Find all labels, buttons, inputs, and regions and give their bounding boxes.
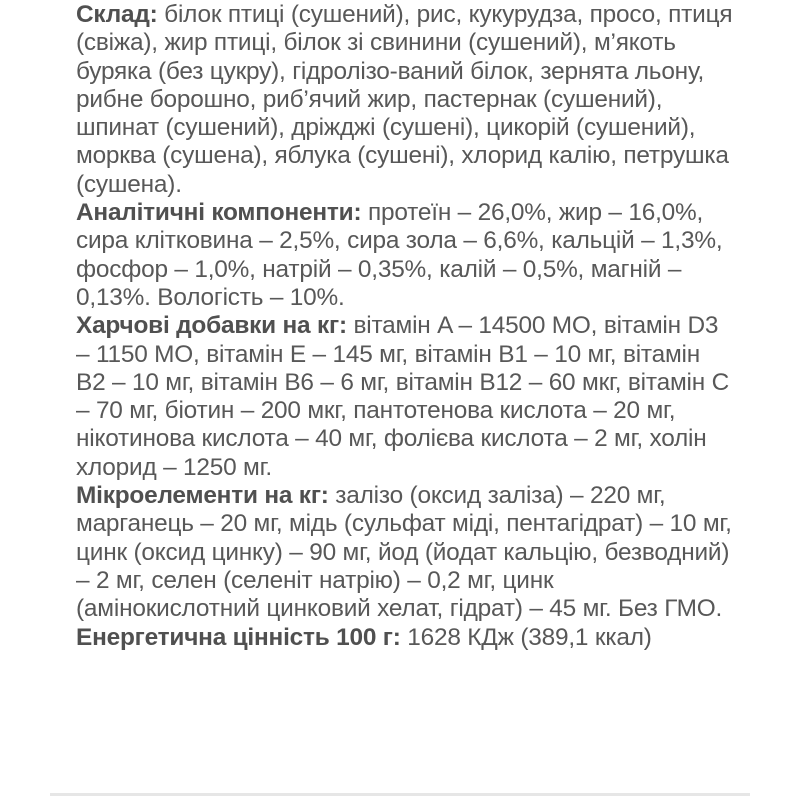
energy-text: 1628 КДж (389,1 ккал) xyxy=(400,623,652,651)
additives-paragraph xyxy=(76,312,736,482)
product-label-text xyxy=(76,1,736,652)
energy-heading: Енергетична цінність 100 г: xyxy=(76,623,401,651)
additives-text: вітамін A – 14500 МО, вітамін D3 – 1150 МО, вітамін E – 145 мг, вітамін B1 – 10 мг, вітамін B2 – 10 мг, вітамін B6 – 6 мг, вітамін B12 – 60 мкг, вітамін C – 70 мг, біотин – 200 мкг, пантотенова кислота – 20 мг, нікотинова кислота – 40 мг, фолієва кислота – 2 мг, холін хлорид – 1250 мг. xyxy=(76,312,729,481)
analytical-text: протеїн – 26,0%, жир – 16,0%, сира клітковина – 2,5%, сира зола – 6,6%, кальцій – 1,3%, фосфор – 1,0%, натрій – 0,35%, калій – 0,5%, магній – 0,13%. Вологість – 10%. xyxy=(76,199,723,311)
energy-paragraph xyxy=(76,624,736,652)
analytical-heading: Аналітичні компоненти: xyxy=(76,199,362,227)
composition-paragraph xyxy=(76,1,736,199)
bottom-divider xyxy=(50,793,750,796)
analytical-paragraph xyxy=(76,199,736,312)
microelements-heading: Мікроелементи на кг: xyxy=(76,482,329,510)
composition-text: білок птиці (сушений), рис, кукурудза, просо, птиця (свіжа), жир птиці, білок зі свинини (сушений), м’якоть буряка (без цукру), гідролізо-ваний білок, зернята льону, рибне борошно, риб’ячий жир, пастернак (сушений), шпинат (сушений), дріжджі (сушені), цикорій (сушений), морква (сушена), яблука (сушені), хлорид калію, петрушка (сушена). xyxy=(76,1,733,198)
microelements-text: залізо (оксид заліза) – 220 мг, марганець – 20 мг, мідь (сульфат міді, пентагідрат) – 10 мг, цинк (оксид цинку) – 90 мг, йод (йодат кальцію, безводний) – 2 мг, селен (селеніт натрію) – 0,2 мг, цинк (амінокислотний цинковий хелат, гідрат) – 45 мг. Без ГМО. xyxy=(76,482,732,623)
composition-heading: Склад: xyxy=(76,1,158,28)
additives-heading: Харчові добавки на кг: xyxy=(76,312,347,340)
microelements-paragraph xyxy=(76,482,736,623)
